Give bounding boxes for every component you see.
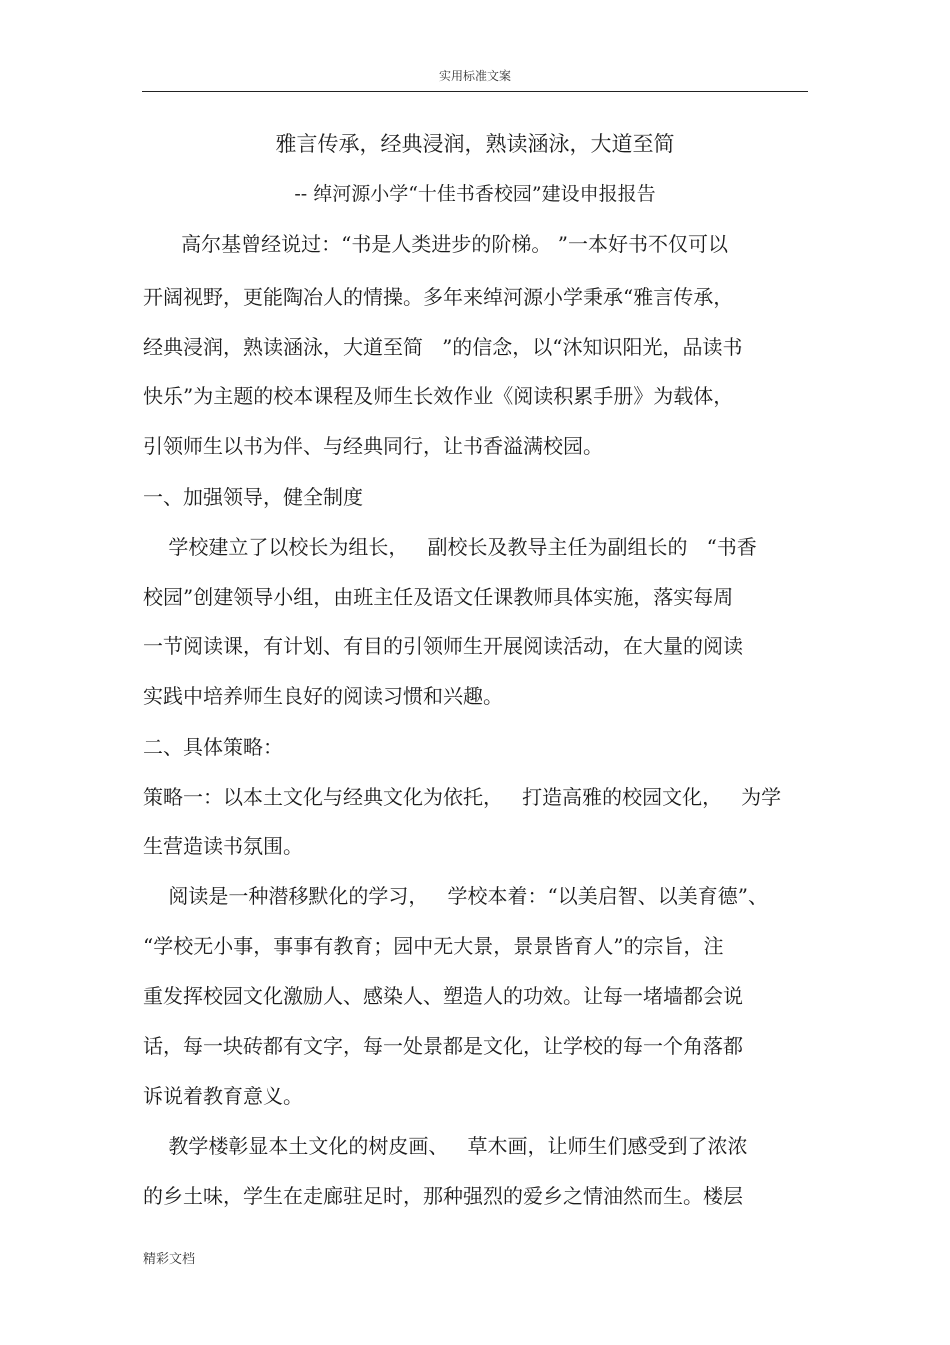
body-line: 实践中培养师生良好的阅读习惯和兴趣。	[143, 684, 503, 708]
body-line: 阅读是一种潜移默化的学习， 学校本着：“以美启智、以美育德”、	[143, 884, 768, 908]
body-line: 经典浸润，熟读涵泳，大道至简 ”的信念，以“沐知识阳光，品读书	[143, 335, 743, 359]
body-line: 学校建立了以校长为组长， 副校长及教导主任为副组长的 “书香	[143, 535, 757, 559]
body-line: 教学楼彰显本土文化的树皮画、 草木画，让师生们感受到了浓浓	[143, 1134, 748, 1158]
body-line: 快乐”为主题的校本课程及师生长效作业《阅读积累手册》为载体，	[143, 384, 734, 408]
body-line: “学校无小事，事事有教育；园中无大景，景景皆育人”的宗旨，注	[143, 934, 724, 958]
body-line: 开阔视野，更能陶冶人的情操。多年来绰河源小学秉承“雅言传承，	[143, 285, 734, 309]
body-line: 策略一：以本土文化与经典文化为依托， 打造高雅的校园文化， 为学	[143, 785, 782, 809]
body-line: 的乡土味，学生在走廊驻足时，那种强烈的爱乡之情油然而生。楼层	[143, 1184, 743, 1208]
page-footer: 精彩文档	[143, 1252, 196, 1267]
document-title: 雅言传承，经典浸润，熟读涵泳，大道至简	[275, 132, 675, 156]
body-line: 高尔基曾经说过：“书是人类进步的阶梯。 ”一本好书不仅可以	[143, 232, 728, 256]
body-line: 一节阅读课，有计划、有目的引领师生开展阅读活动，在大量的阅读	[143, 634, 743, 658]
body-line: 校园”创建领导小组，由班主任及语文任课教师具体实施，落实每周	[143, 585, 734, 609]
body-line: 生营造读书氛围。	[143, 834, 303, 858]
section-heading: 二、具体策略：	[143, 735, 283, 759]
body-line: 诉说着教育意义。	[143, 1084, 303, 1108]
body-line: 重发挥校园文化激励人、感染人、塑造人的功效。让每一堵墙都会说	[143, 984, 743, 1008]
page-header: 实用标准文案	[438, 69, 511, 83]
section-heading: 一、加强领导，健全制度	[143, 485, 363, 509]
header-divider	[142, 91, 808, 92]
document-subtitle: -- 绰河源小学“十佳书香校园”建设申报报告	[294, 183, 656, 205]
body-line: 话，每一块砖都有文字，每一处景都是文化，让学校的每一个角落都	[143, 1034, 743, 1058]
body-line: 引领师生以书为伴、与经典同行，让书香溢满校园。	[143, 434, 603, 458]
